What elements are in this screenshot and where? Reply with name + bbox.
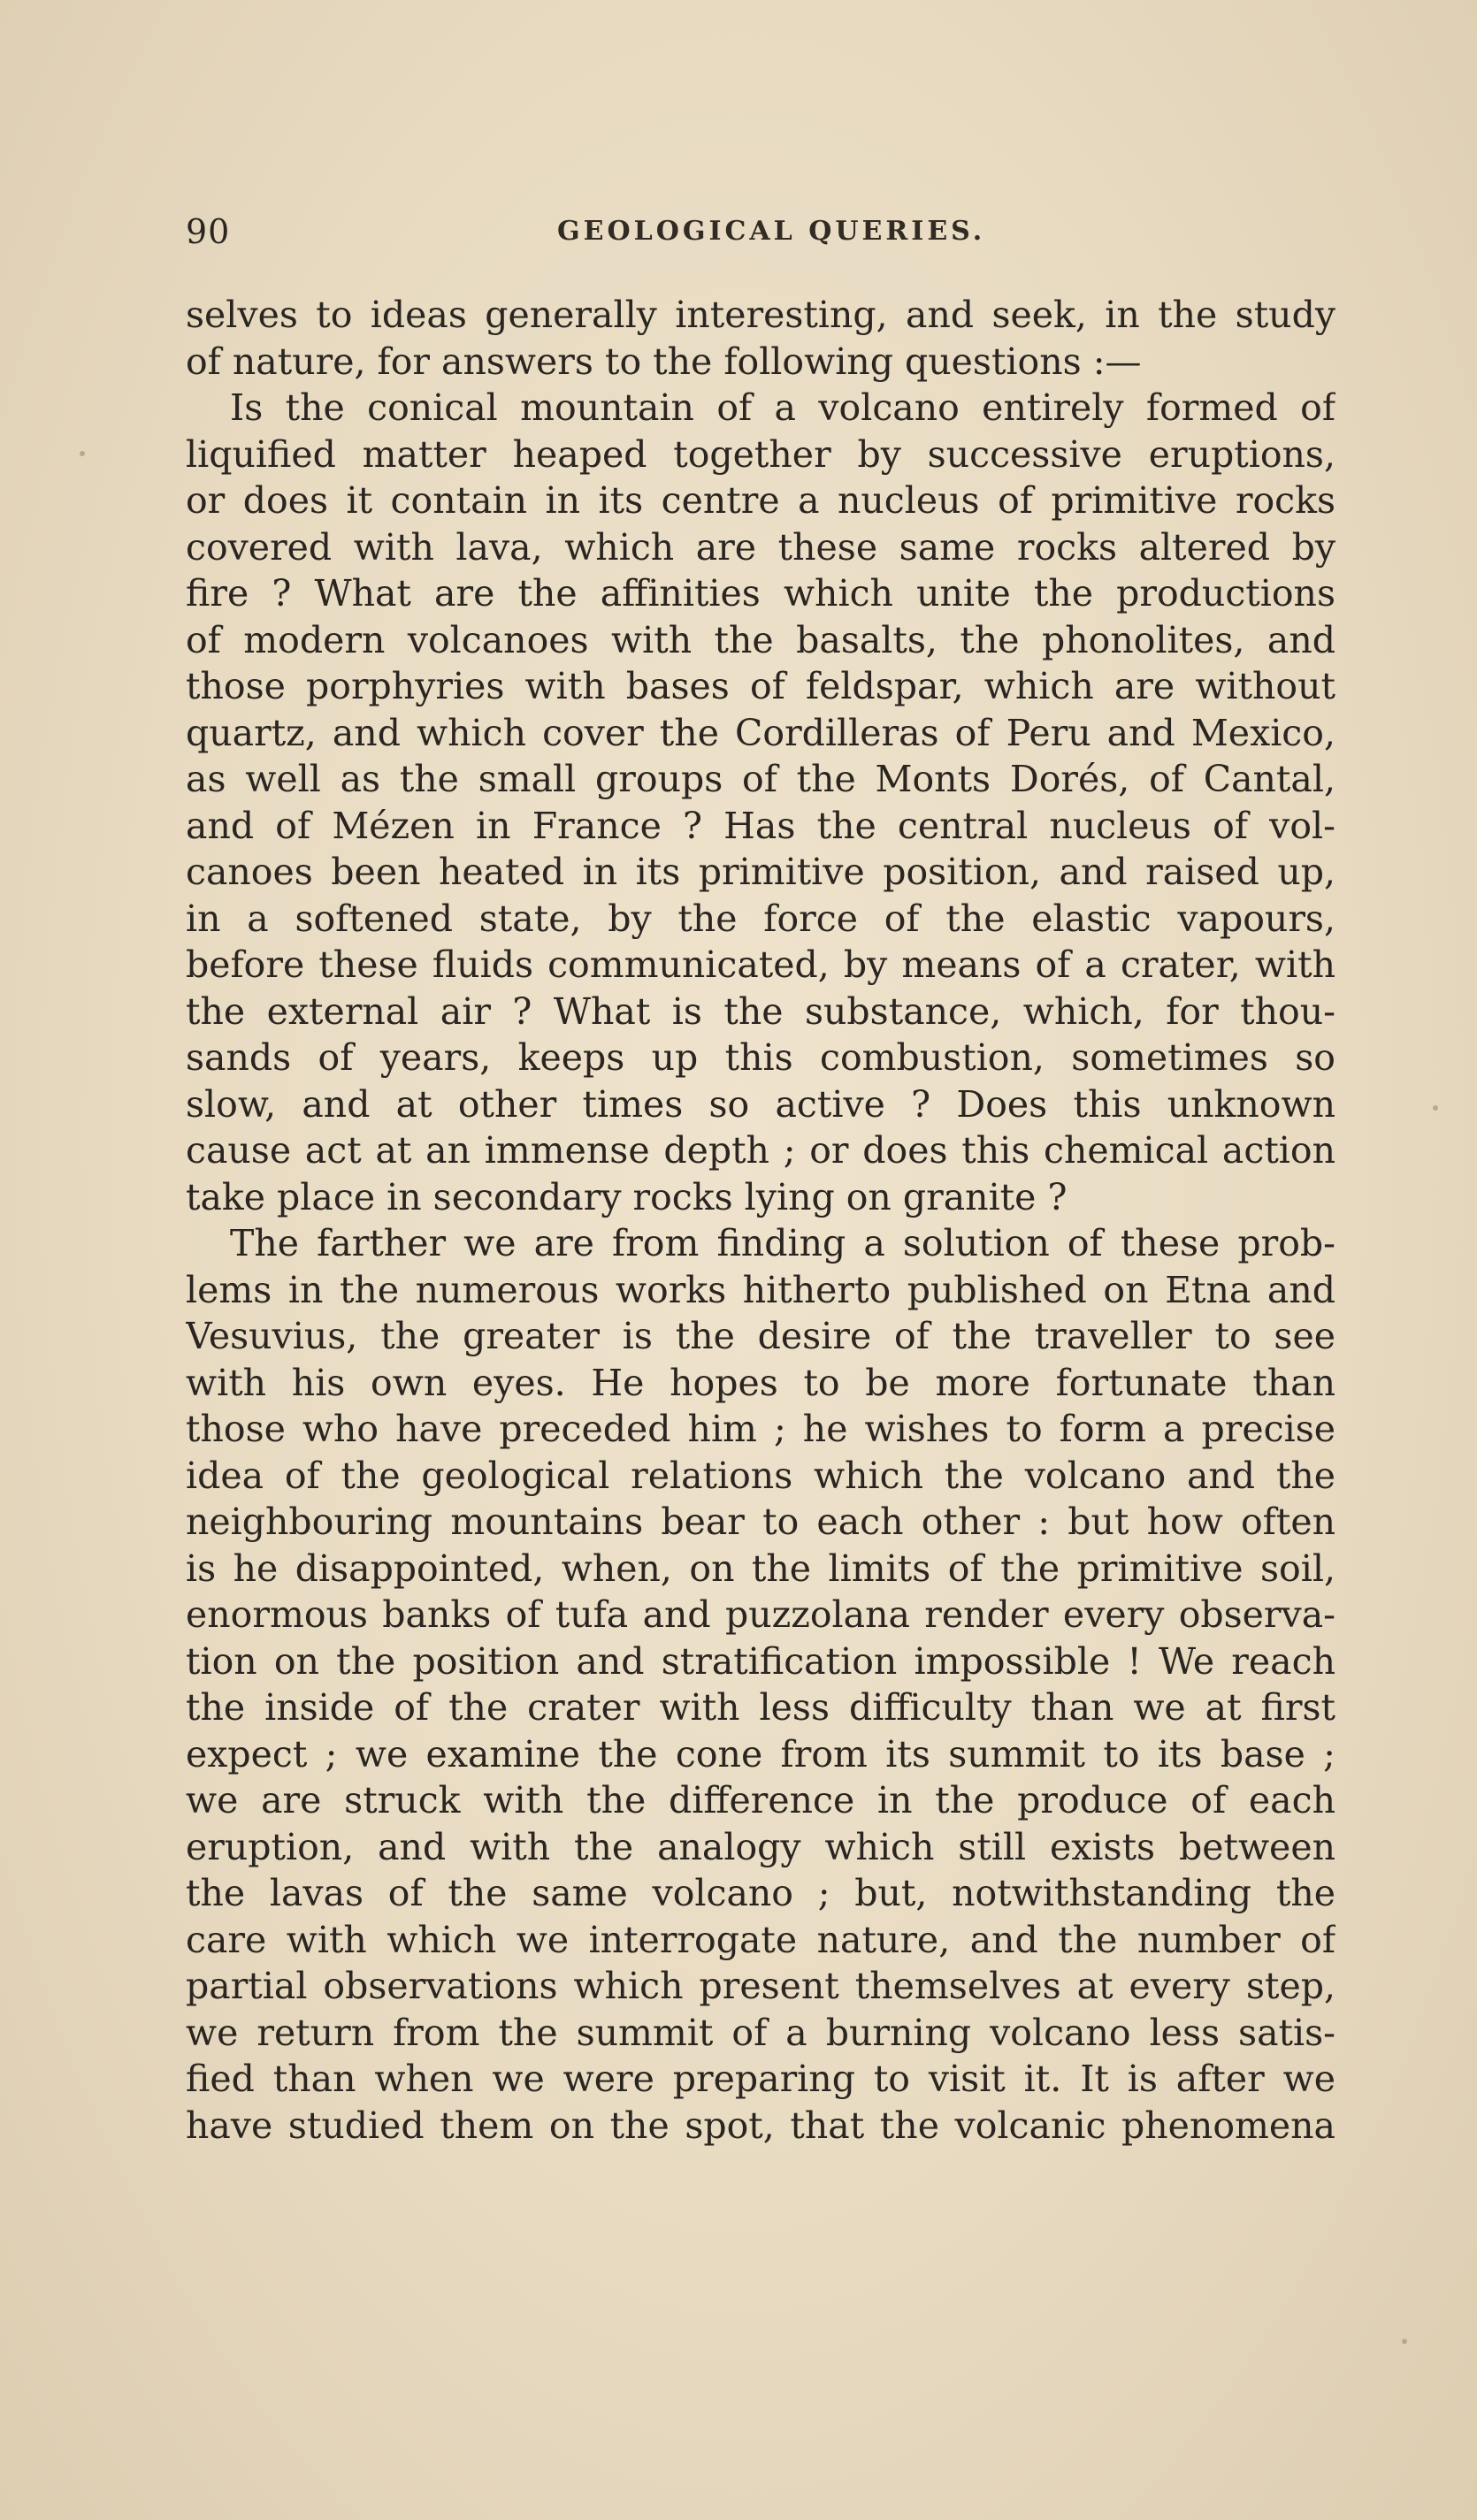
text-line: cause act at an immense depth ; or does this chemical action xyxy=(186,1129,1335,1172)
text-line: lems in the numerous works hitherto published on Etna and xyxy=(186,1268,1335,1311)
text-line: care with which we interrogate nature, and the number of xyxy=(186,1918,1335,1961)
text-line: Vesuvius, the greater is the desire of the traveller to see xyxy=(186,1315,1335,1357)
text-line: enormous banks of tufa and puzzolana render every observa- xyxy=(186,1593,1335,1636)
text-line: idea of the geological relations which the volcano and the xyxy=(186,1454,1335,1497)
text-line: with his own eyes. He hopes to be more fortunate than xyxy=(186,1361,1335,1404)
page-number: 90 xyxy=(186,212,231,251)
text-line: of nature, for answers to the following questions :— xyxy=(186,340,1142,383)
paragraph-start-line: Is the conical mountain of a volcano entirely formed of xyxy=(230,386,1335,429)
paragraph-start-line: The farther we are from finding a solution of these prob- xyxy=(230,1222,1335,1264)
text-line: partial observations which present themselves at every step, xyxy=(186,1965,1335,2007)
text-line: those who have preceded him ; he wishes to form a precise xyxy=(186,1408,1335,1450)
paper-speck xyxy=(1402,2339,1407,2344)
text-line: fire ? What are the affinities which unite the productions xyxy=(186,572,1335,615)
text-line: before these fluids communicated, by means of a crater, with xyxy=(186,943,1335,986)
text-line: or does it contain in its centre a nucleus of primitive rocks xyxy=(186,479,1335,522)
text-line: the inside of the crater with less difficulty than we at first xyxy=(186,1686,1335,1729)
text-line: tion on the position and stratification impossible ! We reach xyxy=(186,1639,1335,1683)
text-line: liquified matter heaped together by successive eruptions, xyxy=(186,432,1335,476)
text-line: take place in secondary rocks lying on granite ? xyxy=(186,1175,1068,1218)
text-line: neighbouring mountains bear to each other : but how often xyxy=(186,1501,1335,1543)
paper-speck xyxy=(1433,1105,1438,1111)
text-line: the lavas of the same volcano ; but, notwithstanding the xyxy=(186,1872,1335,1914)
text-line: we are struck with the difference in the produce of each xyxy=(186,1779,1335,1821)
text-line: of modern volcanoes with the basalts, the phonolites, and xyxy=(186,618,1335,661)
text-line: those porphyries with bases of feldspar, which are without xyxy=(186,665,1335,707)
text-line: selves to ideas generally interesting, and seek, in the study xyxy=(186,294,1335,336)
text-line: as well as the small groups of the Monts Dorés, of Cantal, xyxy=(186,758,1335,800)
text-line: have studied them on the spot, that the volcanic phenomena xyxy=(186,2104,1335,2147)
text-line: canoes been heated in its primitive position, and raised up, xyxy=(186,851,1335,893)
text-line: covered with lava, which are these same rocks altered by xyxy=(186,525,1335,569)
text-line: is he disappointed, when, on the limits of the primitive soil, xyxy=(186,1546,1335,1590)
text-line: and of Mézen in France ? Has the central nucleus of vol- xyxy=(186,804,1335,847)
text-line: sands of years, keeps up this combustion, sometimes so xyxy=(186,1036,1335,1079)
running-head xyxy=(186,205,1335,258)
text-line: eruption, and with the analogy which still exists between xyxy=(186,1825,1335,1868)
running-title: GEOLOGICAL QUERIES. xyxy=(557,216,986,247)
text-line: we return from the summit of a burning volcano less satis- xyxy=(186,2011,1335,2054)
text-line: fied than when we were preparing to visit it. It is after we xyxy=(186,2058,1335,2100)
text-line: expect ; we examine the cone from its summit to its base ; xyxy=(186,1732,1335,1775)
text-line: the external air ? What is the substance, which, for thou- xyxy=(186,989,1335,1033)
text-line: in a softened state, by the force of the elastic vapours, xyxy=(186,897,1335,940)
paper-speck xyxy=(80,451,85,456)
text-body xyxy=(186,292,1335,2149)
text-line: slow, and at other times so active ? Does this unknown xyxy=(186,1082,1335,1126)
text-line: quartz, and which cover the Cordilleras of Peru and Mexico, xyxy=(186,711,1335,754)
